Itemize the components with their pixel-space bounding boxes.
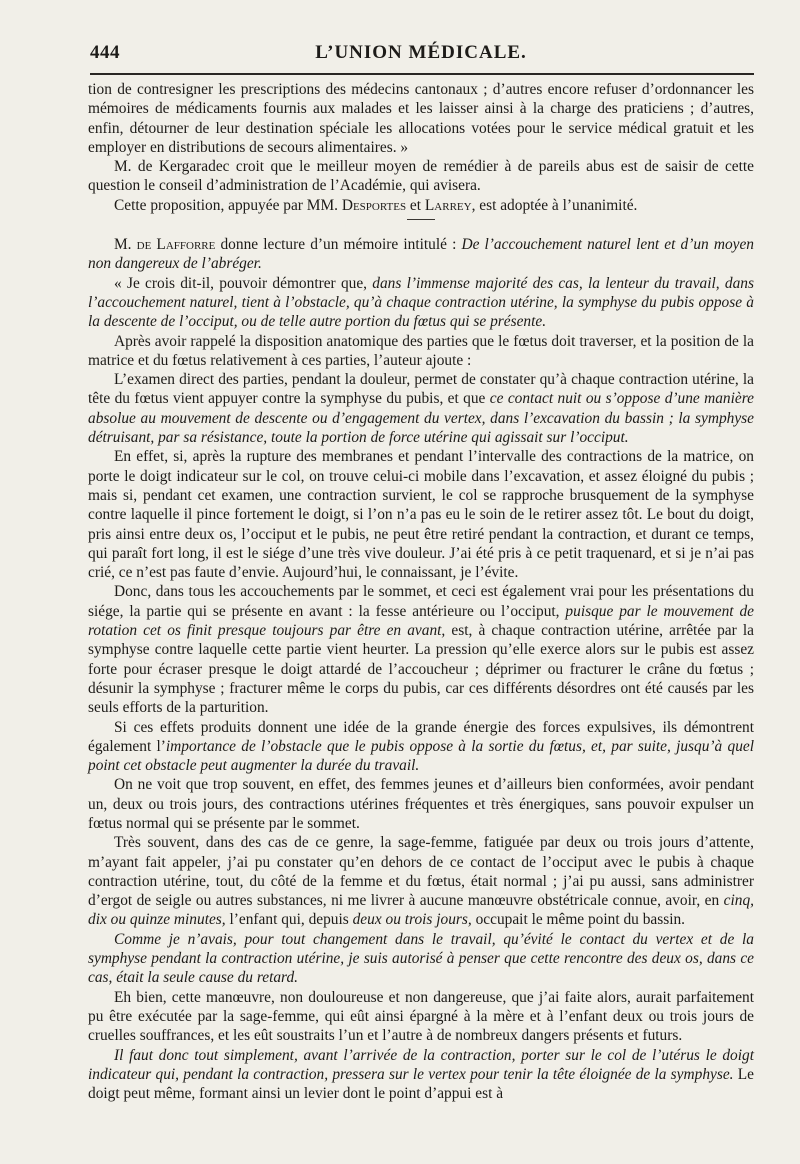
paragraph-p2: [88, 157, 754, 196]
italic-run: Il faut donc tout simplement, avant l’arrivée de la contraction, porter sur le col de l’utérus le doigt indicateur qui, pendant la contraction, pressera sur le vertex pour tenir la tête éloignée de la symphyse.: [88, 1046, 754, 1083]
small-caps-name: Desportes: [341, 196, 407, 214]
italic-run: dans l’immense majorité des cas, la lenteur du travail, dans l’accouchement naturel, tient à l’obstacle, qu’à chaque contraction utérine, la symphyse du pubis oppose à la descente de l’occiput, ou de telle autre portion du fœtus qui se présente.: [88, 274, 754, 331]
text-run: On ne voit que trop souvent, en effet, des femmes jeunes et d’ailleurs bien conformées, avoir pendant un, deux ou trois jours, des contractions utérines fréquentes et très énergiques, sans pouvoir expulser un fœtus normal qui se présente par le sommet.: [88, 776, 754, 832]
small-caps-name: Larrey: [424, 196, 472, 214]
paragraph-p12: [88, 833, 754, 929]
italic-run: puisque par le mouvement de rotation cet os finit presque toujours par être en avant,: [88, 602, 754, 640]
paragraph-p4: [88, 235, 754, 274]
paragraph-p10: [88, 718, 754, 776]
page-header: [90, 42, 752, 72]
text-run: L’examen direct des parties, pendant la douleur, permet de constater qu’à chaque contraction utérine, la tête du fœtus vient appuyer contre la symphyse du pubis, et que: [88, 371, 754, 408]
text-run: donne lecture d’un mémoire intitulé :: [215, 236, 462, 254]
paragraph-p8: [88, 447, 754, 582]
text-run: tion de contresigner les prescriptions des médecins cantonaux ; d’autres encore refuser d’ordonnancer les mémoires de médicaments fournis aux malades et les laisser ainsi à la charge des praticiens ; d’autres, enfin, détourner de leur destination spéciale les allocations votées pour le service médical gratuit et les employer en distributions de secours alimentaires. »: [88, 81, 754, 156]
running-title: L’UNION MÉDICALE.: [315, 42, 527, 63]
text-run: l’enfant qui, depuis: [225, 911, 353, 929]
italic-run: Comme je n’avais, pour tout changement dans le travail, qu’évité le contact du vertex et de la symphyse pendant la contraction utérine, je suis autorisé à penser que cette rencontre des deux os, dans ce cas, était la seule cause du retard.: [88, 930, 754, 987]
text-run: Après avoir rappelé la disposition anatomique des parties que le fœtus doit traverser, et la position de la matrice et du fœtus relativement à ces parties, l’auteur ajoute :: [88, 332, 754, 369]
paragraph-p6: [88, 332, 754, 371]
italic-run: importance de l’obstacle que le pubis oppose à la sortie du fœtus, et, par suite, jusqu’à quel point cet obstacle peut augmenter la durée du travail.: [88, 737, 754, 775]
small-caps-name: M. de Lafforre: [114, 236, 216, 254]
paragraph-p14: [88, 988, 754, 1046]
article-body: [88, 80, 754, 1103]
header-rule: [90, 73, 754, 75]
paragraph-p3: [88, 196, 754, 215]
text-run: Très souvent, dans des cas de ce genre, la sage-femme, fatiguée par deux ou trois jours d’attente, m’ayant fait appeler, j’ai pu constater qu’en dehors de ce contact de l’occiput avec le pubis à chaque contraction utérine, tout, du côté de la femme et du fœtus, était normal ; j’ai pu aussi, sans administrer d’ergot de seigle ou autres substances, ni me livrer à aucune manœuvre obstétricale connue, avoir, en: [88, 834, 754, 910]
text-run: , est adoptée à l’unanimité.: [471, 196, 638, 214]
italic-run: deux ou trois jours,: [352, 911, 472, 929]
text-run: Si ces effets produits donnent une idée de la grande énergie des forces expulsives, ils démontrent également l’: [88, 718, 754, 755]
paragraph-p5: [88, 274, 754, 332]
text-run: Cette proposition, appuyée par MM.: [114, 196, 342, 214]
paragraph-p11: [88, 775, 754, 833]
paragraph-p1: [88, 80, 754, 157]
italic-run: cinq, dix ou quinze minutes,: [88, 892, 754, 929]
section-divider: [407, 219, 435, 220]
italic-run: ce contact nuit ou s’oppose d’une manière absolue au mouvement de descente ou d’engagement du vertex, dans l’excavation du bassin ; la symphyse détruisant, par sa résistance, toute la portion de force utérine qui agissait sur l’occiput.: [88, 390, 754, 447]
text-run: Le doigt peut même, formant ainsi un levier dont le point d’appui est à: [88, 1065, 754, 1103]
text-run: Eh bien, cette manœuvre, non douloureuse et non dangereuse, que j’ai faite alors, aurait parfaitement pu être exécutée par la sage-femme, qui eût ainsi épargné à la mère et à l’enfant deux ou trois jours de cruelles souffrances, et les eût soustraits l’un et l’autre à de nombreux dangers présents et futurs.: [88, 988, 754, 1045]
text-run: En effet, si, après la rupture des membranes et pendant l’intervalle des contractions de la matrice, on porte le doigt indicateur sur le col, on trouve celui-ci mobile dans l’excavation, et assez éloigné du pubis ; mais si, pendant cet examen, une contraction survient, le col se rapproche brusquement de la symphyse contre laquelle il pince fortement le doigt, si l’on n’a pas eu le soin de le retirer assez tôt. Le bout du doigt, pris ainsi entre deux os, l’occiput et le pubis, ne peut être retiré pendant la contraction, et durant ce temps, qui paraît fort long, il est le siége d’une très vive douleur. J’ai été pris à ce petit traquenard, et si je n’ai pas crié, ce n’est pas faute d’envie. Aujourd’hui, le connaissant, je l’évite.: [88, 448, 754, 582]
text-run: « Je crois dit-il, pouvoir démontrer que,: [114, 274, 373, 292]
text-run: occupait le même point du bassin.: [471, 911, 686, 929]
text-run: M. de Kergaradec croit que le meilleur moyen de remédier à de pareils abus est de saisir de cette question le conseil d’administration de l’Académie, qui avisera.: [88, 158, 754, 195]
page-number: 444: [90, 42, 120, 63]
paragraph-p13: [88, 930, 754, 988]
paragraph-p15: [88, 1046, 754, 1104]
text-run: est, à chaque contraction utérine, arrêtée par la symphyse contre laquelle cette partie vient heurter. La pression qu’elle exerce alors sur le pubis est assez forte pour écraser presque le doigt attardé de l’accoucheur ; déprimer ou fracturer le crâne du fœtus ; désunir la symphyse ; fracturer même le corps du pubis, car ces différents désordres ont été causés par les seuls efforts de la parturition.: [88, 622, 754, 717]
paragraph-p9: [88, 582, 754, 717]
paragraph-p7: [88, 370, 754, 447]
text-run: et: [406, 196, 425, 214]
text-run: Donc, dans tous les accouchements par le sommet, et ceci est également vrai pour les présentations du siége, la partie qui se présente en avant : la fesse antérieure ou l’occiput,: [88, 583, 754, 620]
italic-run: De l’accouchement naturel lent et d’un moyen non dangereux de l’abréger.: [88, 236, 755, 273]
